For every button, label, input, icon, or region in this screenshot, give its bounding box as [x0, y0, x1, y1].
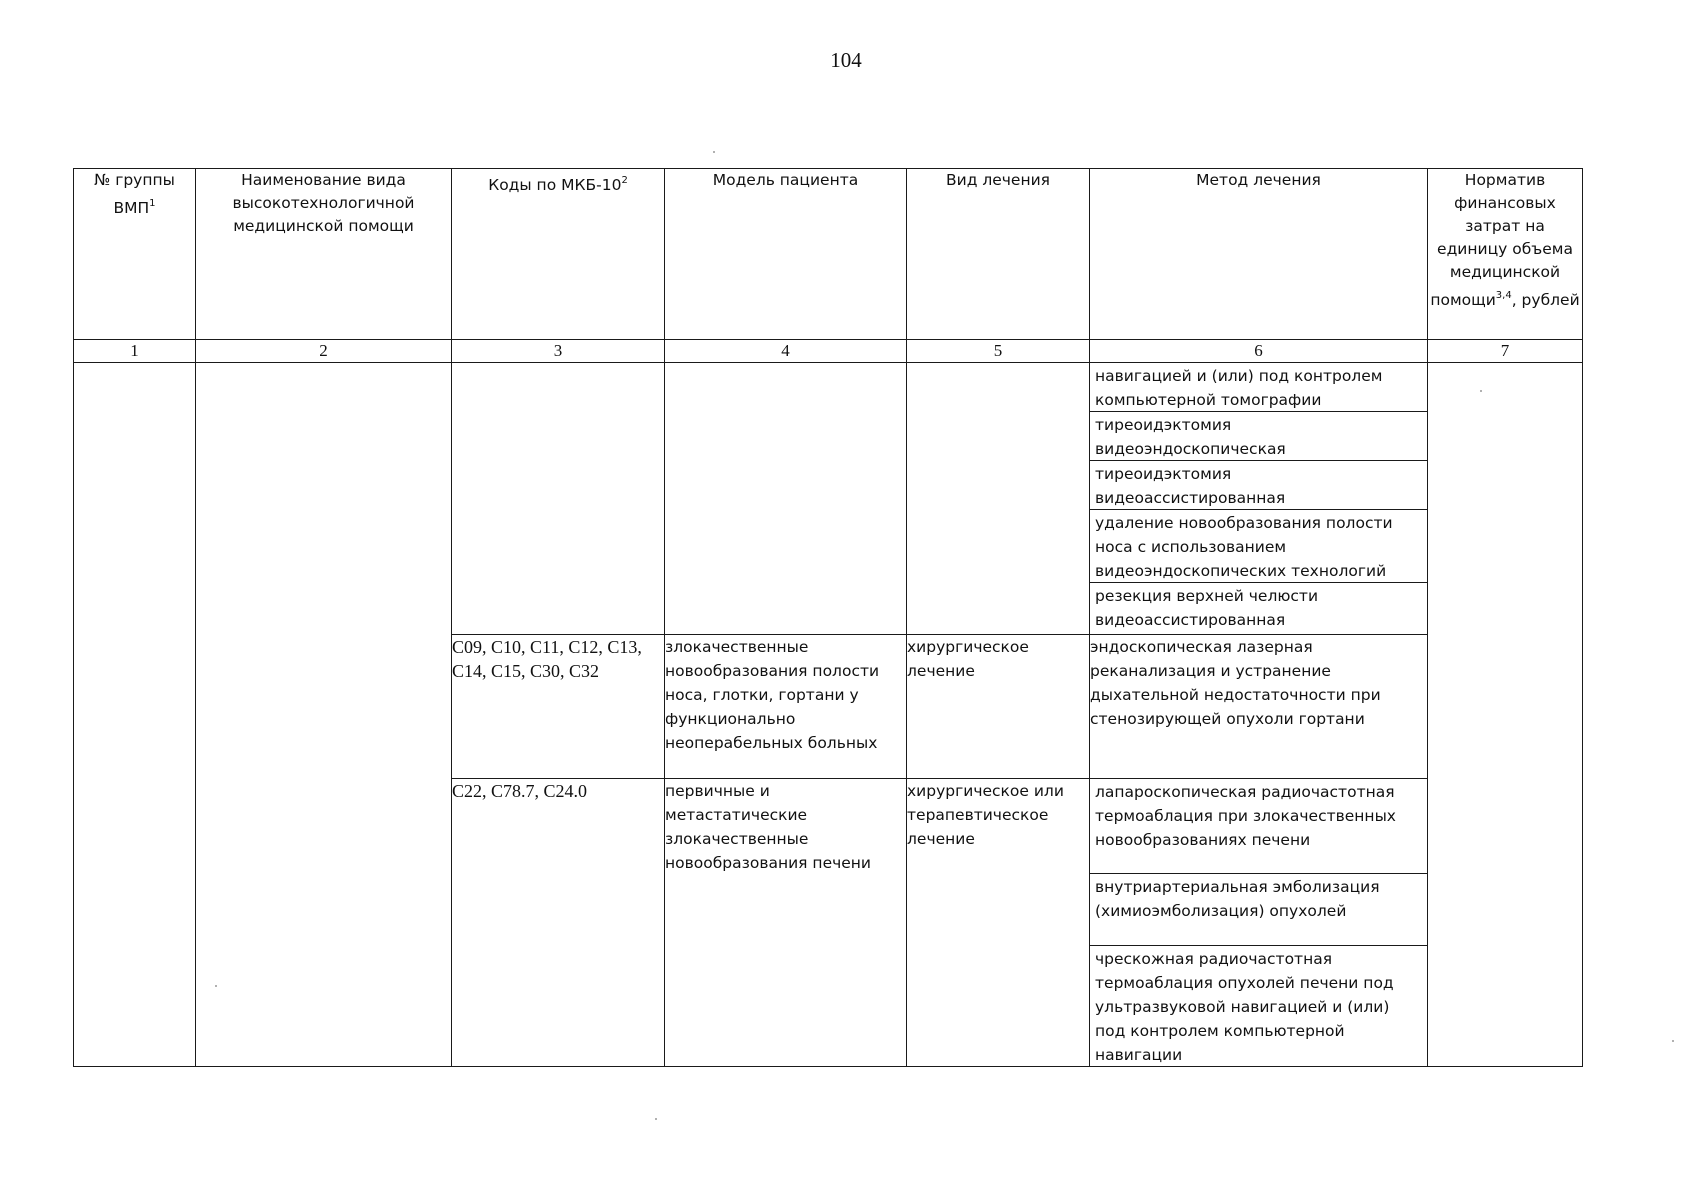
header-cost-standard	[1428, 169, 1583, 340]
header-care-type	[196, 169, 452, 340]
column-number-row	[74, 340, 1583, 363]
header-patient-model	[665, 169, 907, 340]
cost-standard-cell	[1428, 363, 1583, 1067]
icd-codes-cell: С09, С10, С11, С12, С13, С14, С15, С30, С32	[452, 635, 665, 779]
scan-speck	[713, 151, 715, 153]
column-number: 4	[665, 340, 907, 363]
care-type-cell	[196, 363, 452, 1067]
footnote-marker: 2	[621, 175, 628, 186]
treatment-type-cell: хирургическое или терапевтическое лечение	[907, 779, 1090, 1067]
method-item: удаление новообразования полости носа с использованием видеоэндоскопических технологий	[1090, 510, 1427, 583]
header-care-type-text: Наименование вида высокотехнологичной медицинской помощи	[232, 171, 415, 235]
scan-speck	[655, 1118, 657, 1120]
header-treatment-type-text: Вид лечения	[945, 171, 1051, 189]
table-row	[74, 363, 1583, 635]
header-patient-model-text: Модель пациента	[712, 171, 859, 189]
header-treatment-type	[907, 169, 1090, 340]
vmp-table	[73, 168, 1583, 1067]
treatment-method-cell	[1090, 779, 1428, 1067]
icd-codes-cell: С22, С78.7, С24.0	[452, 779, 665, 1067]
treatment-type-cell: хирургическое лечение	[907, 635, 1090, 779]
page-number: 104	[830, 48, 862, 72]
method-item: тиреоидэктомия видеоэндоскопическая	[1090, 412, 1427, 461]
treatment-type-cell	[907, 363, 1090, 635]
scan-speck	[1480, 390, 1482, 392]
column-number: 5	[907, 340, 1090, 363]
method-item: резекция верхней челюсти видеоассистированная	[1095, 587, 1319, 629]
icd-codes-cell	[452, 363, 665, 635]
method-item: навигацией и (или) под контролем компьютерной томографии	[1090, 363, 1427, 412]
footnote-marker: 3,4	[1495, 290, 1512, 301]
column-number: 3	[452, 340, 665, 363]
column-number: 1	[74, 340, 196, 363]
scan-speck	[215, 985, 217, 987]
method-item: чрескожная радиочастотная термоаблация опухолей печени под ультразвуковой навигацией и (или) под контролем компьютерной навигации	[1095, 950, 1394, 1064]
method-item: тиреоидэктомия видеоассистированная	[1090, 461, 1427, 510]
column-number: 6	[1090, 340, 1428, 363]
scan-speck	[1672, 1040, 1674, 1042]
header-cost-standard-unit: , рублей	[1511, 291, 1580, 309]
method-item: внутриартериальная эмболизация (химиоэмболизация) опухолей	[1090, 874, 1427, 946]
treatment-method-cell: эндоскопическая лазерная реканализация и устранение дыхательной недостаточности при стенозирующей опухоли гортани	[1090, 635, 1428, 779]
header-icd-codes	[452, 169, 665, 340]
method-item: лапароскопическая радиочастотная термоаблация при злокачественных новообразованиях печени	[1090, 779, 1427, 874]
header-group-number-text: № группы ВМП	[94, 171, 175, 217]
patient-model-cell: первичные и метастатические злокачественные новообразования печени	[665, 779, 907, 1067]
header-icd-codes-text: Коды по МКБ-10	[488, 176, 622, 194]
header-treatment-method	[1090, 169, 1428, 340]
header-row	[74, 169, 1583, 340]
group-number-cell	[74, 363, 196, 1067]
header-cost-standard-text: Норматив финансовых затрат на единицу объема медицинской помощи	[1430, 171, 1573, 309]
patient-model-cell	[665, 363, 907, 635]
footnote-marker: 1	[149, 198, 156, 209]
treatment-method-cell	[1090, 363, 1428, 635]
column-number: 2	[196, 340, 452, 363]
header-treatment-method-text: Метод лечения	[1196, 171, 1321, 189]
column-number: 7	[1428, 340, 1583, 363]
header-group-number	[74, 169, 196, 340]
patient-model-cell: злокачественные новообразования полости носа, глотки, гортани у функционально неоперабельных больных	[665, 635, 907, 779]
